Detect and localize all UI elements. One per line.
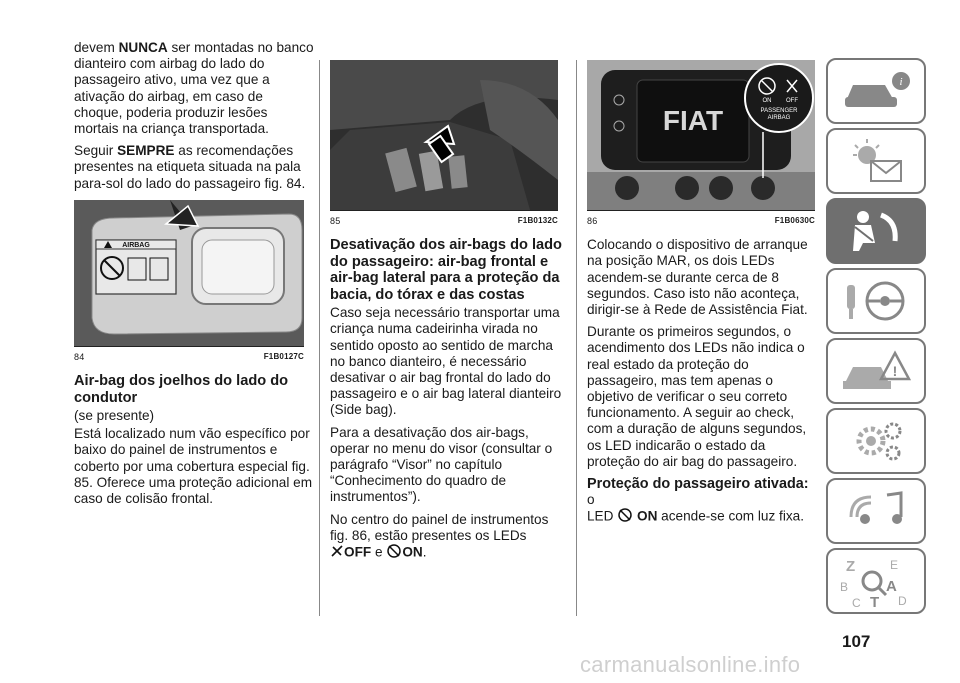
tab-service[interactable] — [826, 408, 926, 474]
paragraph: Para a desativação dos air-bags, operar no menu do visor (consultar o parágrafo “Visor” no capítulo “Conhecimento do quadro de instrumentos”). — [330, 424, 553, 505]
paragraph: Colocando o dispositivo de arranque na posição MAR, os dois LEDs acendem-se durante cerca de 8 segundos. Caso isto não aconteça, dirigir-se à Rede de Assistência Fiat. — [587, 237, 808, 318]
svg-text:AIRBAG: AIRBAG — [767, 115, 791, 121]
section-heading: Desativação dos air-bags do lado do passageiro: air-bag frontal e air-bag lateral para a proteção da bacia, do tórax e das costas — [330, 237, 562, 303]
emergency-icon — [841, 347, 911, 395]
svg-text:PASSENGER: PASSENGER — [760, 108, 798, 114]
index-icon — [836, 553, 916, 609]
column-3 — [587, 60, 819, 533]
figure-84-sun-visor — [74, 200, 304, 346]
figure-86-dashboard-leds — [587, 60, 815, 210]
svg-text:!: ! — [892, 363, 898, 379]
tab-warning-lights[interactable] — [826, 128, 926, 194]
tab-car-info[interactable] — [826, 58, 926, 124]
airbag-on-led-icon — [617, 508, 633, 526]
paragraph: Está localizado num vão específico por baixo do painel de instrumentos e coberto por uma cobertura especial fig. 85. Oferece uma proteção adicional em caso de colisão frontal. — [74, 426, 313, 507]
multimedia-icon — [841, 487, 911, 535]
paragraph: Durante os primeiros segundos, o acendimento dos LEDs não indica o real estado da proteção do passageiro, mas tem apenas o objetivo de verificar o seu correto funcionamento. A seguir ao check, com a duração de alguns segundos, os LED indicarão o estado da proteção do air bag do passageiro. — [587, 324, 807, 469]
paragraph: Caso seja necessário transportar uma criança numa cadeirinha virada no sentido oposto ao sentido de marcha no banco dianteiro, é necessário desativar o air bag frontal do lado do passageiro e o air bag lateral dianteiro (Side bag). — [330, 305, 562, 418]
note: (se presente) — [74, 408, 155, 424]
tab-multimedia[interactable] — [826, 478, 926, 544]
column-2 — [330, 60, 562, 568]
tab-index[interactable] — [826, 548, 926, 614]
section-heading: Air-bag dos joelhos do lado do condutor — [74, 373, 289, 406]
column-divider — [319, 60, 320, 616]
watermark: carmanualsonline.info — [580, 652, 801, 677]
chapter-sidebar — [826, 58, 930, 618]
airbag-off-led-icon — [330, 544, 344, 562]
airbag-on-led-icon — [386, 544, 402, 562]
paragraph: Seguir SEMPRE as recomendações presentes na etiqueta situada na pala para-sol do lado do passageiro fig. 84. — [74, 143, 306, 191]
dashboard-illustration — [587, 60, 815, 210]
svg-text:Z: Z — [846, 558, 856, 575]
knee-airbag-illustration — [330, 60, 558, 210]
tab-safety[interactable] — [826, 198, 926, 264]
page-number: 107 — [842, 632, 871, 651]
svg-text:E: E — [890, 558, 899, 572]
svg-text:FIAT: FIAT — [662, 105, 724, 136]
column-divider — [576, 60, 577, 616]
svg-text:i: i — [899, 76, 903, 88]
airbag-seat-icon — [841, 207, 911, 255]
sun-visor-illustration — [74, 200, 304, 346]
warning-lights-icon — [841, 137, 911, 185]
figure-caption: 85 F1B0132C — [330, 210, 558, 229]
figure-caption: 86 F1B0630C — [587, 210, 815, 229]
subheading: Proteção do passageiro ativada: — [587, 476, 809, 493]
svg-text:C: C — [852, 596, 861, 609]
svg-text:AIRBAG: AIRBAG — [122, 241, 150, 249]
paragraph: devem NUNCA ser montadas no banco dianteiro com airbag do lado do passageiro ativo, uma vez que a ativação do airbag, em caso de choque, poderia produzir lesões mortais na criança transportada. — [74, 40, 314, 137]
figure-85-knee-airbag — [330, 60, 558, 210]
car-info-icon — [841, 69, 911, 113]
svg-text:A: A — [886, 578, 897, 595]
tab-driving[interactable] — [826, 268, 926, 334]
svg-text:D: D — [898, 594, 907, 608]
service-icon — [841, 417, 911, 465]
column-1 — [74, 40, 314, 513]
svg-text:B: B — [840, 580, 849, 594]
svg-text:T: T — [870, 594, 880, 609]
tab-emergency[interactable] — [826, 338, 926, 404]
svg-text:ON: ON — [762, 98, 772, 104]
figure-caption: 84 F1B0127C — [74, 346, 304, 365]
svg-text:OFF: OFF — [786, 98, 798, 104]
paragraph: No centro do painel de instrumentos fig. 86, estão presentes os LEDs OFF e ON. — [330, 512, 562, 563]
steering-icon — [841, 277, 911, 325]
paragraph: Proteção do passageiro ativada: o LED ON acende-se com luz fixa. — [587, 476, 819, 527]
